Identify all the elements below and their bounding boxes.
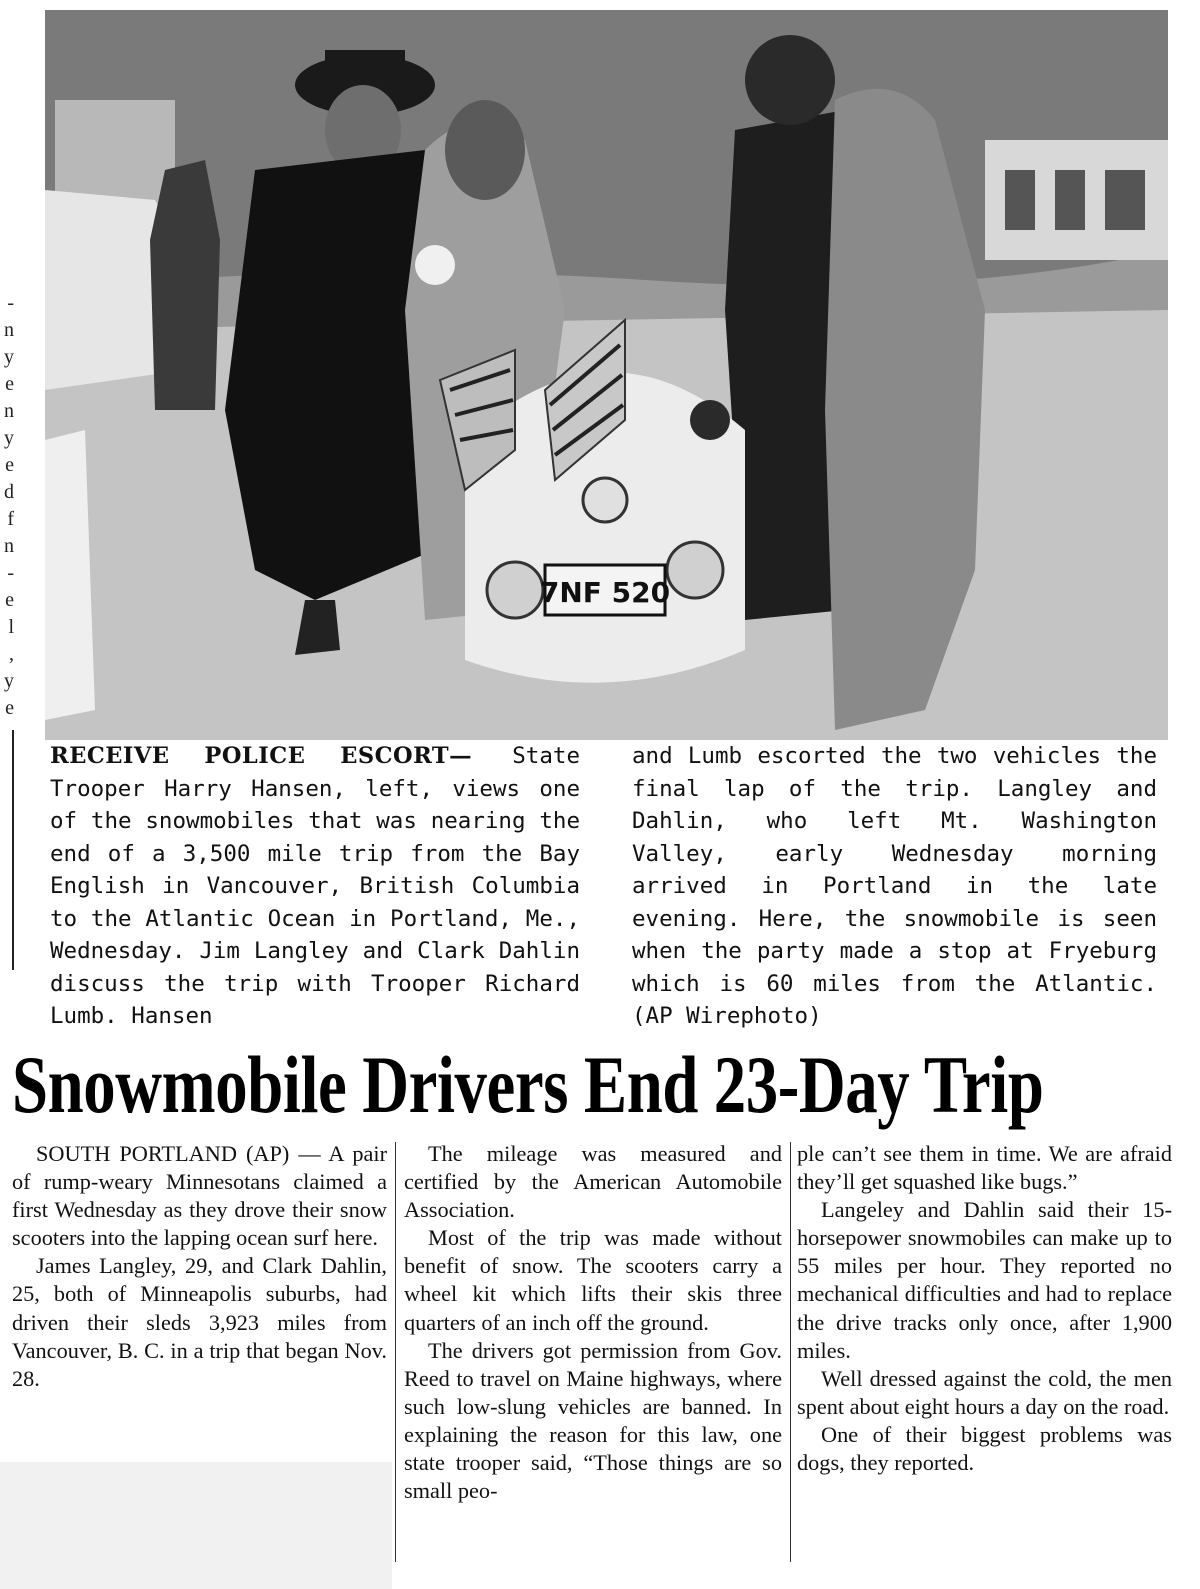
article-column-1 — [12, 1140, 387, 1393]
edge-fragment-line: n — [4, 400, 14, 422]
edge-fragment-line: n — [4, 319, 14, 341]
edge-fragment-line: , — [9, 643, 14, 665]
caption-headline: RECEIVE POLICE ESCORT— — [50, 743, 473, 769]
column-rule — [395, 1142, 396, 1562]
photo-caption-left — [50, 740, 580, 1033]
photo-headlight — [667, 542, 723, 598]
edge-fragment-line: y — [4, 346, 14, 368]
article-paragraph: ple can’t see them in time. We are afraid they’ll get squashed like bugs.” — [797, 1141, 1172, 1195]
photo-caption-right — [632, 740, 1157, 1033]
article-column-2 — [404, 1140, 782, 1505]
article-column-3 — [797, 1140, 1172, 1477]
edge-fragment-line: - — [7, 562, 14, 584]
article-headline: Snowmobile Drivers End 23-Day Trip — [12, 1039, 1044, 1130]
edge-fragment-line: e — [5, 697, 14, 719]
edge-fragment-line: y — [4, 670, 14, 692]
photo-hat-2 — [745, 35, 835, 125]
news-photo — [45, 10, 1168, 740]
scan-margin — [0, 1462, 392, 1589]
column-rule — [790, 1142, 791, 1562]
edge-fragment-line: - — [7, 292, 14, 314]
article-paragraph: SOUTH PORTLAND (AP) — A pair of rump-weary Minnesotans claimed a first Wednesday as they drove their snow scooters into the lapping ocean surf here. — [12, 1141, 387, 1251]
edge-fragment-line: n — [4, 535, 14, 557]
photo-hood — [445, 100, 525, 200]
article-paragraph: James Langley, 29, and Clark Dahlin, 25, both of Minneapolis suburbs, had driven their sleds 3,923 miles from Vancouver, B. C. in a trip that began Nov. 28. — [12, 1253, 387, 1391]
photo-bystander — [150, 160, 220, 410]
column-rule — [12, 730, 14, 970]
edge-fragment-line: d — [4, 481, 14, 503]
photo-emblem — [583, 478, 627, 522]
edge-fragment-line: l — [8, 616, 14, 638]
caption-text-right: and Lumb escorted the two vehicles the final lap of the trip. Langley and Dahlin, who left Mt. Washington Valley, early Wednesday morning arrived in Portland in the late evening. Here, the snowmobile is seen when the party made a stop at Fryeburg which is 60 miles from the Atlantic. (AP Wirephoto) — [632, 743, 1157, 1029]
article-paragraph: The mileage was measured and certified by the American Automobile Association. — [404, 1141, 782, 1223]
photo-license-plate-text: 7NF 520 — [539, 576, 671, 609]
article-paragraph: Well dressed against the cold, the men spent about eight hours a day on the road. — [797, 1365, 1172, 1419]
photo-badge — [415, 245, 455, 285]
adjacent-column-fragment — [0, 290, 14, 790]
edge-fragment-line: e — [5, 589, 14, 611]
edge-fragment-line: y — [4, 427, 14, 449]
photo-illustration — [45, 10, 1168, 740]
article-paragraph: One of their biggest problems was dogs, they reported. — [797, 1421, 1172, 1476]
photo-window — [1105, 170, 1145, 230]
photo-window — [1055, 170, 1085, 230]
photo-window — [1005, 170, 1035, 230]
photo-mirror — [690, 400, 730, 440]
edge-fragment-line: f — [7, 508, 14, 530]
article-paragraph: The drivers got permission from Gov. Reed to travel on Maine highways, where such low-slung vehicles are banned. In explaining the reason for this law, one state trooper said, “Those things are so small peo- — [404, 1337, 782, 1504]
caption-text-left: State Trooper Harry Hansen, left, views one of the snowmobiles that was nearing the end of a 3,500 mile trip from the Bay English in Vancouver, British Columbia to the Atlantic Ocean in Portland, Me., Wednesday. Jim Langley and Clark Dahlin discuss the trip with Trooper Richard Lumb. Hansen — [50, 743, 580, 1029]
edge-fragment-line: e — [5, 454, 14, 476]
article-paragraph: Langeley and Dahlin said their 15-horsepower snowmobiles can make up to 55 miles per hour. They reported no mechanical difficulties and had to replace the drive tracks only once, after 1,900 miles. — [797, 1197, 1172, 1363]
photo-headlight — [487, 562, 543, 618]
article-paragraph: Most of the trip was made without benefit of snow. The scooters carry a wheel kit which lifts their skis three quarters of an inch off the ground. — [404, 1225, 782, 1335]
edge-fragment-line: e — [5, 373, 14, 395]
